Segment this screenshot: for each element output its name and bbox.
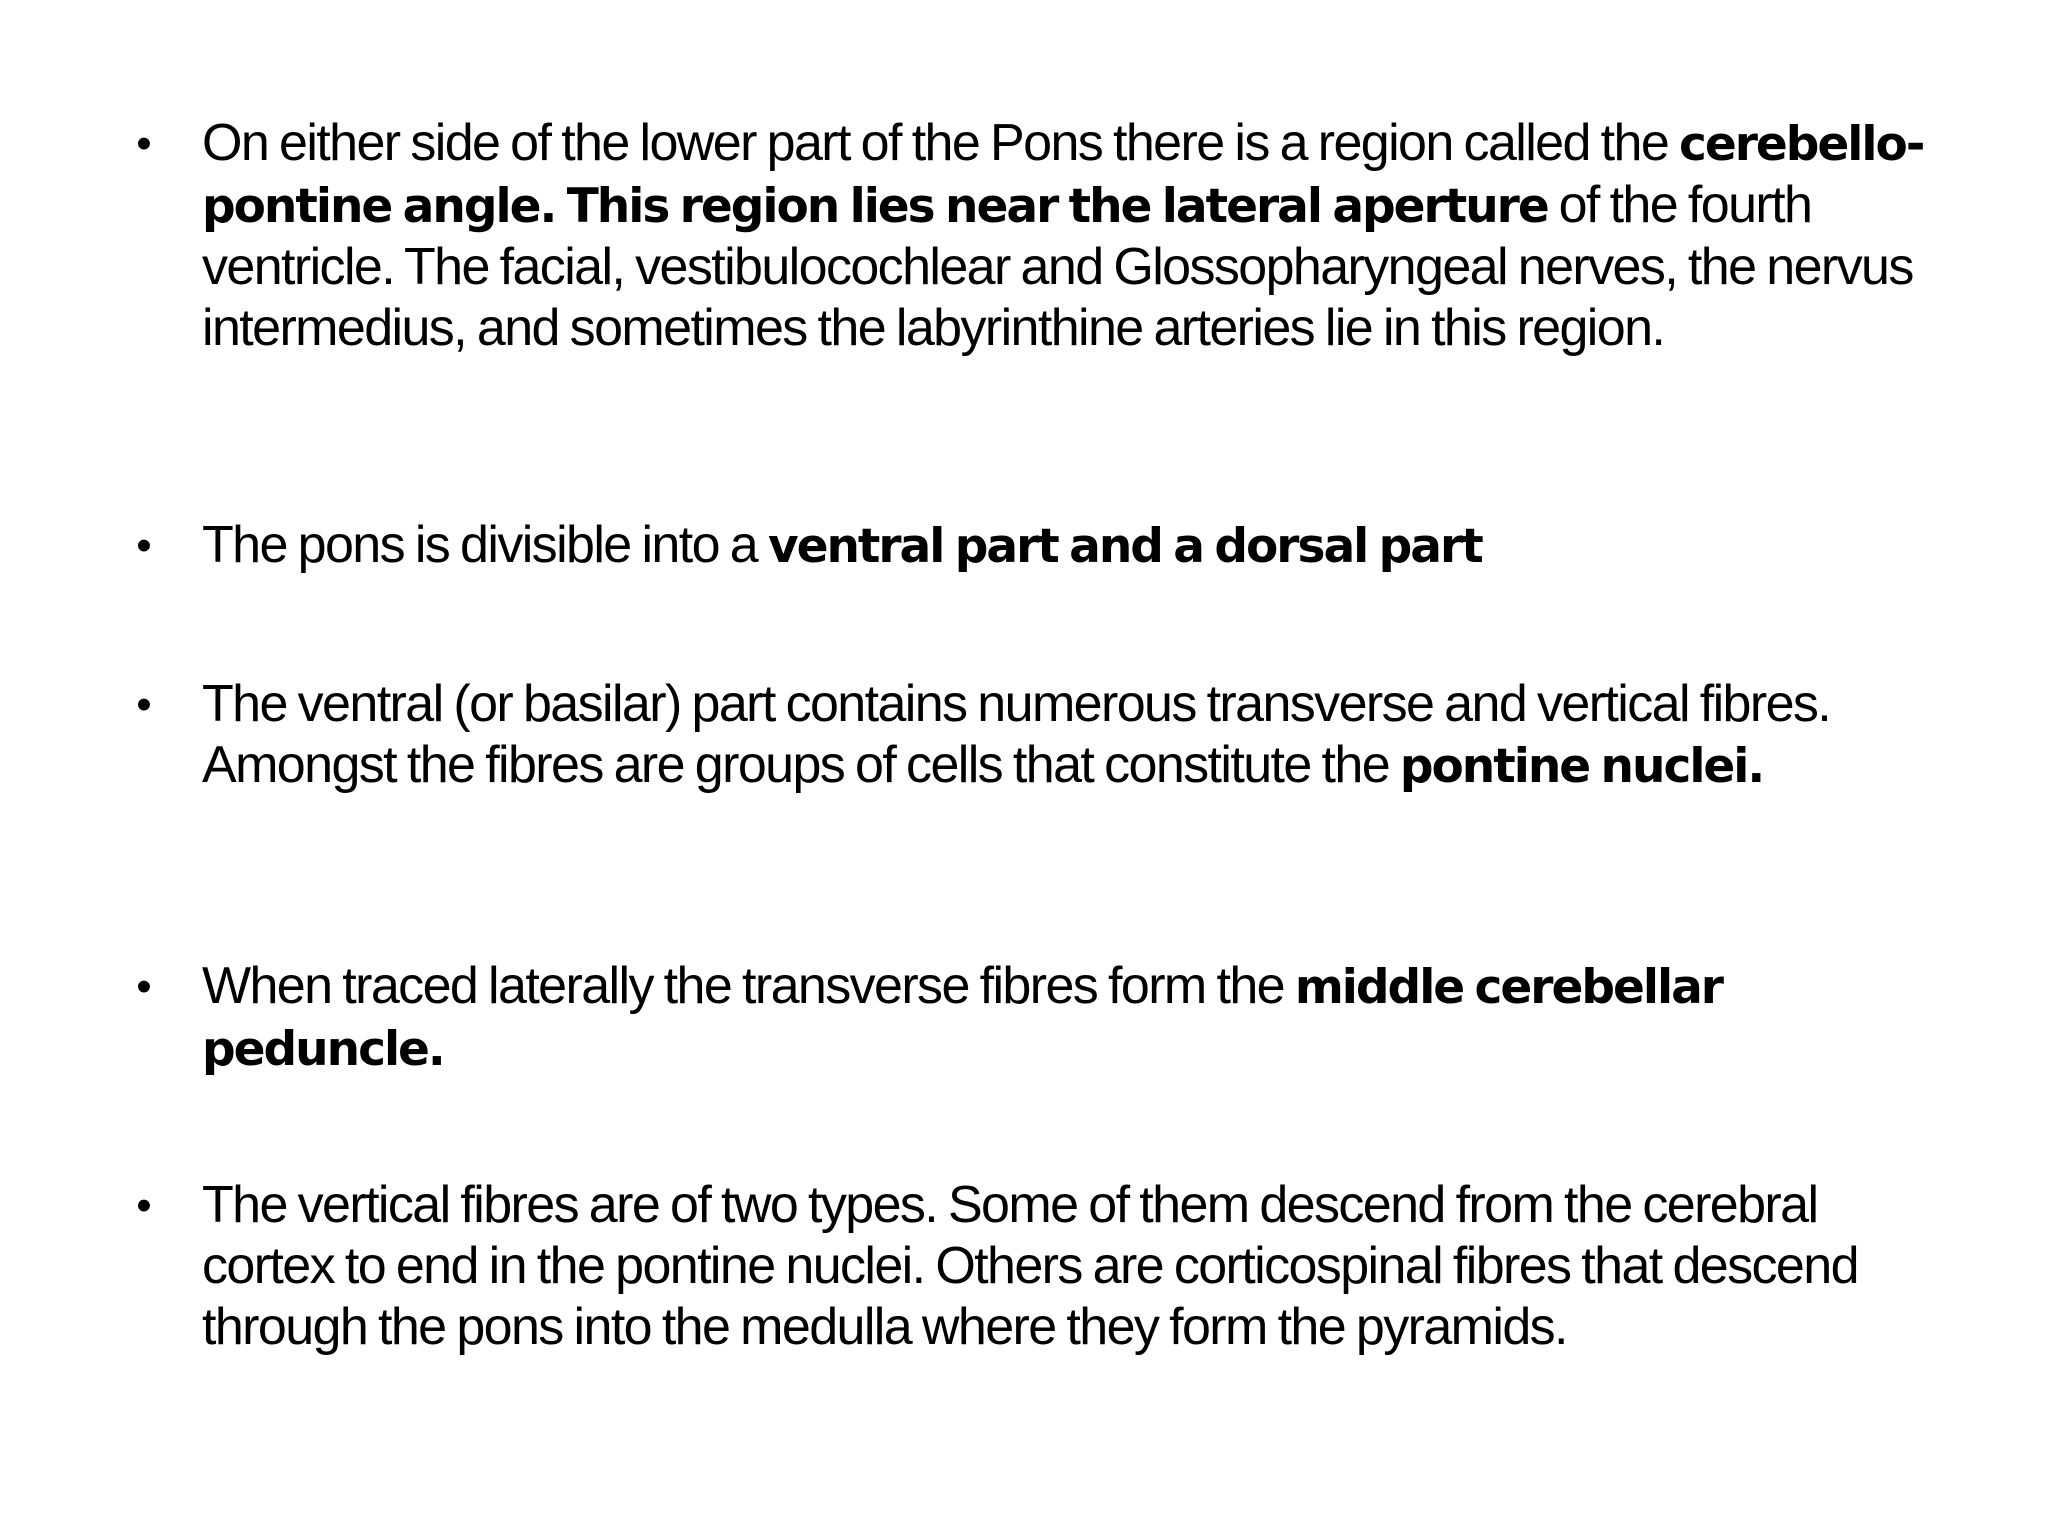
bullet-text-segment: When traced laterally the transverse fibres form the — [202, 957, 1295, 1015]
bullet-marker: • — [136, 119, 152, 168]
bullet-text-segment: The vertical fibres are of two types. Some of them descend from the cerebral cortex to end in the pontine nuclei. Others are corticospinal fibres that descend through the pons into the medulla where they form the pyramids. — [202, 1176, 1858, 1356]
bullet-text-segment: On either side of the lower part of the Pons there is a region called the — [202, 114, 1679, 172]
bullet-marker: • — [136, 962, 152, 1011]
bullet-text-segment: of the fourth ventricle. The facial, vestibulocochlear and Glossopharyngeal nerves, the nervus intermedius, and sometimes the labyrinthine arteries lie in this region. — [202, 176, 1913, 357]
bullet-text — [202, 515, 1952, 577]
bullet-text — [202, 1175, 1952, 1358]
bullet-marker: • — [136, 521, 152, 570]
bullet-text — [202, 956, 1952, 1080]
bullet-text-bold-segment: ventral part and a dorsal part — [767, 519, 1482, 574]
bullet-text-segment: The ventral (or basilar) part contains numerous transverse and vertical fibres. Amongst the fibres are groups of cells that constitute the — [202, 675, 1831, 794]
bullet-text-bold-segment: pontine nuclei. — [1399, 739, 1764, 794]
bullet-text — [202, 113, 1952, 359]
bullet-text-bold-segment: middle cerebellar peduncle. — [202, 960, 1722, 1077]
bullet-text-bold-segment: cerebello-pontine angle. This region lies near the lateral aperture — [202, 117, 1924, 234]
bullet-marker: • — [136, 680, 152, 729]
bullet-text — [202, 674, 1952, 797]
bullet-marker: • — [136, 1181, 152, 1230]
bullet-text-segment: The pons is divisible into a — [202, 516, 768, 574]
